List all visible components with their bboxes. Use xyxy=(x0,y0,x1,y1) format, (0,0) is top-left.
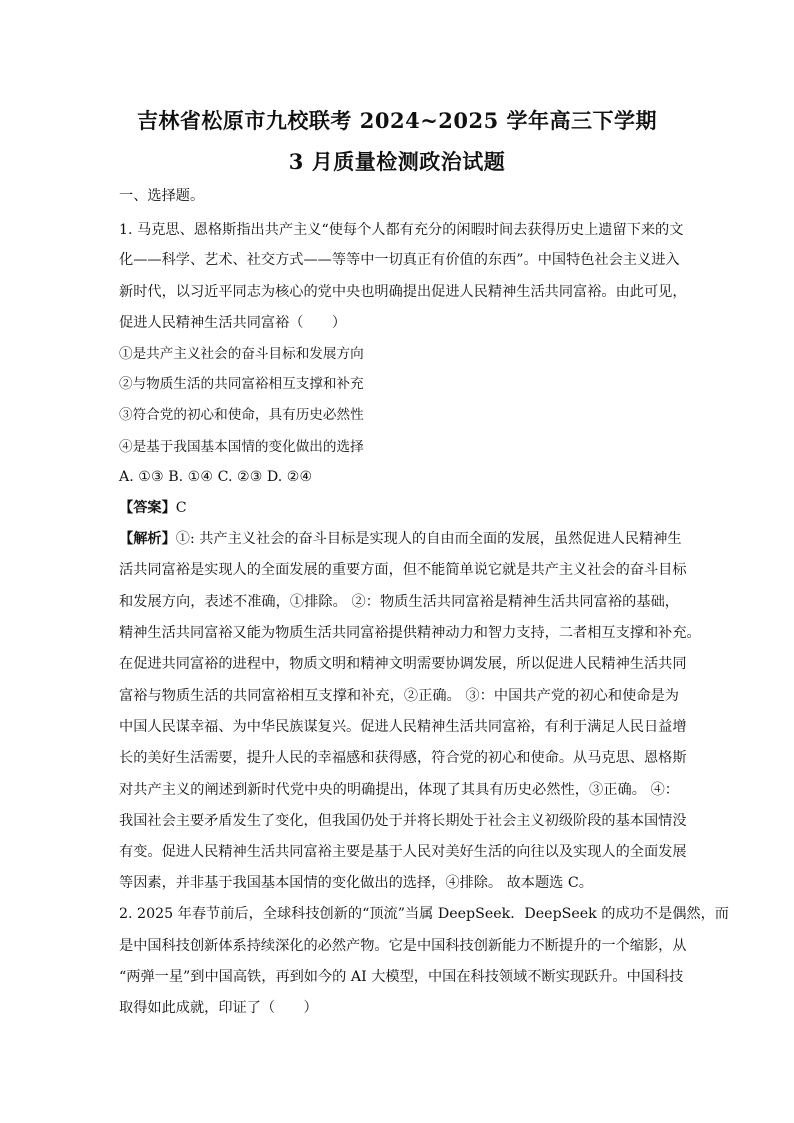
q1-analysis-line: 和发展方向，表述不准确，①排除。 ②：物质生活共同富裕是精神生活共同富裕的基础， xyxy=(119,594,679,610)
q1-analysis-line: 等因素，并非基于我国基本国情的变化做出的选择，④排除。 故本题选 C。 xyxy=(119,875,593,891)
q1-stem-line: 促进人民精神生活共同富裕（ ） xyxy=(119,315,347,331)
q1-statement: ④是基于我国基本国情的变化做出的选择 xyxy=(119,439,364,455)
q2-stem-line: 取得如此成就，印证了（ ） xyxy=(119,1000,318,1016)
q1-answer xyxy=(119,498,679,518)
q1-analysis-line: 精神生活共同富裕又能为物质生活共同富裕提供精神动力和智力支持，二者相互支撑和补充。 xyxy=(119,625,701,641)
q1-statement: ②与物质生活的共同富裕相互支撑和补充 xyxy=(119,376,364,392)
q2-stem-line: “两弹一星”到中国高铁，再到如今的 AI 大模型，中国在科技领域不断实现跃升。中国科技 xyxy=(119,969,684,985)
title-line-1: 吉林省松原市九校联考 2024~2025 学年高三下学期 xyxy=(136,108,658,133)
q1-analysis-line: 我国社会主要矛盾发生了变化，但我国仍处于并将长期处于社会主义初级阶段的基本国情没 xyxy=(119,813,687,829)
answer-value: C xyxy=(175,500,187,516)
q1-statement: ③符合党的初心和使命，具有历史必然性 xyxy=(119,407,364,423)
q1-stem-line: 1. 马克思、恩格斯指出共产主义“使每个人都有充分的闲暇时间去获得历史上遗留下来的文 xyxy=(119,222,684,238)
q1-analysis-line: 活共同富裕是实现人的全面发展的重要方面，但不能简单说它就是共产主义社会的奋斗目标 xyxy=(119,562,687,578)
analysis-label: 【解析】 xyxy=(119,531,176,547)
answer-label: 【答案】 xyxy=(119,500,176,516)
q1-analysis-line: 长的美好生活需要，提升人民的幸福感和获得感，符合党的初心和使命。从马克思、恩格斯 xyxy=(119,750,687,766)
q2-stem-line: 是中国科技创新体系持续深化的必然产物。它是中国科技创新能力不断提升的一个缩影，从 xyxy=(119,938,687,954)
q2-stem-line: 2. 2025 年春节前后，全球科技创新的“顶流”当属 DeepSeek．DeepSeek 的成功不是偶然，而 xyxy=(119,906,729,922)
analysis-text: ①: 共产主义社会的奋斗目标是实现人的自由而全面的发展，虽然促进人民精神生 xyxy=(175,531,682,547)
q1-analysis-line: 对共产主义的阐述到新时代党中央的明确提出，体现了其具有历史必然性，③正确。 ④： xyxy=(119,782,679,798)
q1-statement: ①是共产主义社会的奋斗目标和发展方向 xyxy=(119,346,364,362)
q1-analysis-line: 中国人民谋幸福、为中华民族谋复兴。促进人民精神生活共同富裕，有利于满足人民日益增 xyxy=(119,719,687,735)
q1-analysis-line: 富裕与物质生活的共同富裕相互支撑和补充，②正确。 ③：中国共产党的初心和使命是为 xyxy=(119,688,679,704)
q1-analysis-line: 有变。促进人民精神生活共同富裕主要是基于人民对美好生活的向往以及实现人的全面发展 xyxy=(119,844,687,860)
section-heading: 一、选择题。 xyxy=(119,188,205,204)
q1-analysis-line xyxy=(119,529,682,549)
q1-analysis-line: 在促进共同富裕的进程中，物质文明和精神文明需要协调发展，所以促进人民精神生活共同 xyxy=(119,656,687,672)
q1-stem-line: 化——科学、艺术、社交方式——等等中一切真正有价值的东西”。中国特色社会主义进入 xyxy=(119,252,680,268)
q1-stem-line: 新时代，以习近平同志为核心的党中央也明确提出促进人民精神生活共同富裕。由此可见， xyxy=(119,284,687,300)
q1-choices: A. ①③ B. ①④ C. ②③ D. ②④ xyxy=(119,469,313,485)
title-line-2: 3 月质量检测政治试题 xyxy=(288,149,506,174)
